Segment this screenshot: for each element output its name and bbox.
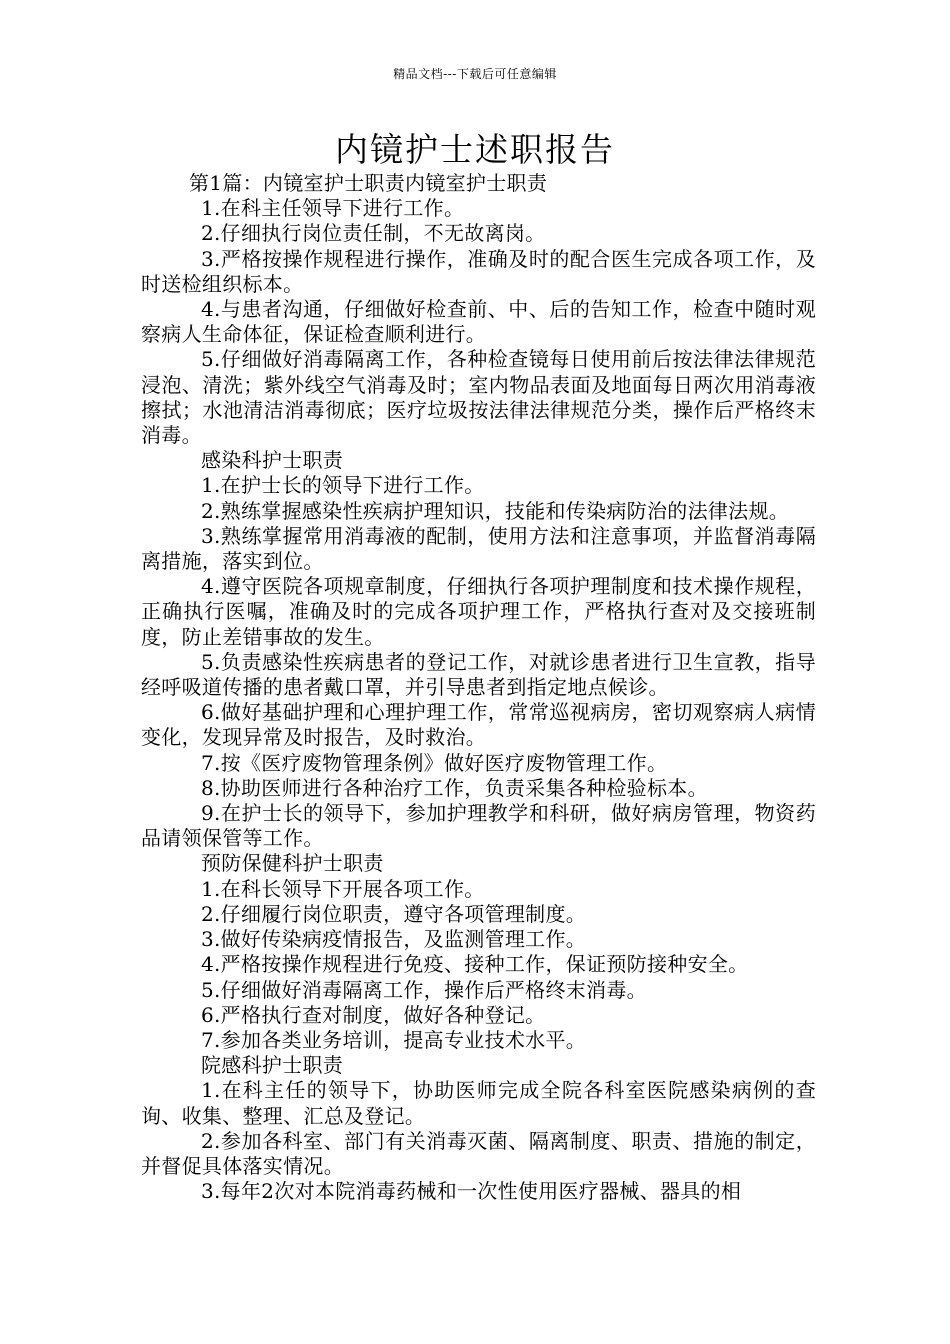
paragraph: 2.参加各科室、部门有关消毒灭菌、隔离制度、职责、措施的制定，并督促具体落实情况。 — [141, 1128, 816, 1178]
paragraph: 4.遵守医院各项规章制度，仔细执行各项护理制度和技术操作规程，正确执行医嘱，准确及时的完成各项护理工作，严格执行查对及交接班制度，防止差错事故的发生。 — [141, 574, 816, 649]
section-heading: 院感科护士职责 — [201, 1053, 344, 1078]
paragraph: 1.在科长领导下开展各项工作。 — [201, 876, 485, 901]
page-header: 精品文档---下载后可任意编辑 — [393, 67, 557, 81]
section-heading: 预防保健科护士职责 — [201, 851, 384, 876]
paragraph: 6.做好基础护理和心理护理工作，常常巡视病房，密切观察病人病情变化，发现异常及时报告，及时救治。 — [141, 700, 816, 750]
paragraph: 1.在科主任领导下进行工作。 — [201, 196, 465, 221]
paragraph: 3.每年2次对本院消毒药械和一次性使用医疗器械、器具的相 — [201, 1179, 742, 1204]
paragraph: 7.按《医疗废物管理条例》做好医疗废物管理工作。 — [201, 750, 668, 775]
paragraph: 5.仔细做好消毒隔离工作，各种检查镜每日使用前后按法律法律规范浸泡、清洗；紫外线空气消毒及时；室内物品表面及地面每日两次用消毒液擦拭；水池清洁消毒彻底；医疗垃圾按法律法律规范分类，操作后严格终末消毒。 — [141, 347, 816, 448]
section-heading: 感染科护士职责 — [201, 448, 344, 473]
paragraph: 3.做好传染病疫情报告，及监测管理工作。 — [201, 927, 587, 952]
paragraph: 5.仔细做好消毒隔离工作，操作后严格终末消毒。 — [201, 977, 647, 1002]
paragraph: 9.在护士长的领导下，参加护理教学和科研，做好病房管理，物资药品请领保管等工作。 — [141, 801, 816, 851]
paragraph: 5.负责感染性疾病患者的登记工作，对就诊患者进行卫生宣教，指导经呼吸道传播的患者戴口罩，并引导患者到指定地点候诊。 — [141, 649, 816, 700]
paragraph: 1.在护士长的领导下进行工作。 — [201, 473, 485, 498]
paragraph: 2.仔细执行岗位责任制，不无故离岗。 — [201, 221, 546, 246]
paragraph: 3.熟练掌握常用消毒液的配制，使用方法和注意事项，并监督消毒隔离措施，落实到位。 — [141, 523, 816, 574]
paragraph: 6.严格执行查对制度，做好各种登记。 — [201, 1002, 546, 1027]
paragraph: 2.仔细履行岗位职责，遵守各项管理制度。 — [201, 901, 587, 926]
paragraph: 1.在科主任的领导下，协助医师完成全院各科室医院感染病例的查询、收集、整理、汇总及登记。 — [141, 1078, 816, 1128]
paragraph: 2.熟练掌握感染性疾病护理知识，技能和传染病防治的法律法规。 — [201, 498, 790, 523]
paragraph: 4.与患者沟通，仔细做好检查前、中、后的告知工作，检查中随时观察病人生命体征，保证检查顺利进行。 — [141, 297, 816, 347]
paragraph: 7.参加各类业务培训，提高专业技术水平。 — [201, 1027, 587, 1052]
document-title: 内镜护士述职报告 — [335, 130, 615, 169]
paragraph: 4.严格按操作规程进行免疫、接种工作，保证预防接种安全。 — [201, 952, 749, 977]
paragraph: 8.协助医师进行各种治疗工作，负责采集各种检验标本。 — [201, 775, 708, 800]
document-body — [141, 171, 816, 1204]
section-heading: 第1篇：内镜室护士职责内镜室护士职责 — [189, 171, 548, 195]
paragraph: 3.严格按操作规程进行操作，准确及时的配合医生完成各项工作，及时送检组织标本。 — [141, 246, 816, 296]
